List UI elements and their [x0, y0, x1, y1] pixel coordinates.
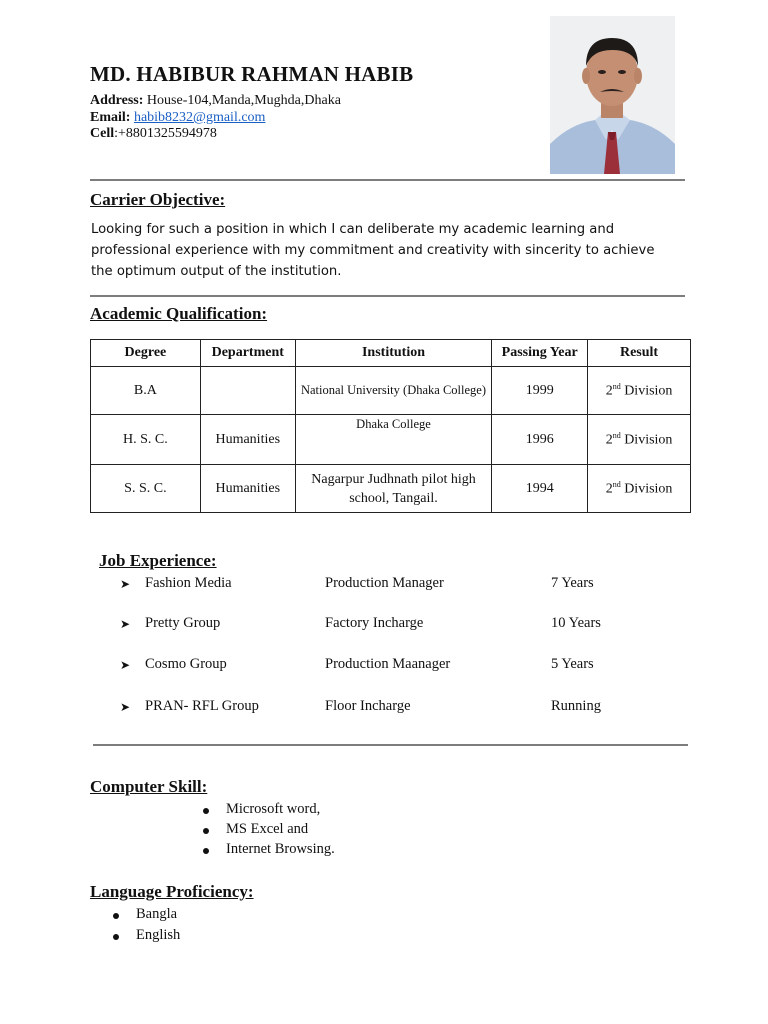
table-row [91, 415, 691, 465]
job-item [120, 698, 640, 718]
cell-label: Cell [90, 126, 115, 141]
institution-cell: Nagarpur Judhnath pilot high school, Tangail. [295, 465, 492, 513]
bullet-icon [113, 934, 119, 940]
job-item [120, 615, 640, 635]
job-position: Production Manager [325, 575, 444, 591]
cell-value: :+8801325594978 [114, 126, 217, 141]
address-value: House-104,Manda,Mughda,Dhaka [146, 93, 341, 108]
job-item [120, 656, 640, 676]
department-cell: Humanities [200, 465, 295, 513]
job-item [120, 575, 640, 595]
result-ordinal: nd [612, 479, 621, 489]
year-cell: 1994 [492, 465, 588, 513]
email-label: Email: [90, 110, 131, 125]
candidate-name: MD. HABIBUR RAHMAN HABIB [90, 62, 414, 86]
academic-heading: Academic Qualification: [90, 304, 268, 323]
job-company: Fashion Media [145, 575, 232, 591]
profile-photo [550, 16, 675, 174]
result-number: 2 [605, 481, 613, 497]
objective-heading: Carrier Objective: [90, 190, 226, 209]
address-label: Address: [90, 93, 144, 108]
computer-skill-heading: Computer Skill: [90, 777, 208, 796]
divider [90, 179, 685, 181]
job-heading: Job Experience: [99, 551, 217, 570]
email-line [90, 110, 265, 126]
result-cell [588, 415, 691, 465]
arrow-bullet-icon: ➤ [120, 577, 131, 591]
job-company: Cosmo Group [145, 656, 227, 672]
column-header-degree: Degree [91, 340, 201, 367]
column-header-department: Department [200, 340, 295, 367]
result-ordinal: nd [612, 381, 621, 391]
table-row [91, 367, 691, 415]
language-label: English [136, 927, 181, 943]
language-heading: Language Proficiency: [90, 882, 254, 901]
column-header-passing-year: Passing Year [492, 340, 588, 367]
job-duration: 5 Years [551, 656, 594, 672]
result-number: 2 [605, 383, 613, 399]
institution-cell: National University (Dhaka College) [295, 367, 492, 415]
language-label: Bangla [136, 906, 178, 922]
job-company: PRAN- RFL Group [145, 698, 259, 714]
divider [90, 295, 685, 297]
job-position: Floor Incharge [325, 698, 411, 714]
job-duration: 7 Years [551, 575, 594, 591]
result-ordinal: nd [612, 430, 621, 440]
degree-cell: H. S. C. [91, 415, 201, 465]
job-duration: Running [551, 698, 601, 714]
job-position: Factory Incharge [325, 615, 424, 631]
result-cell [588, 465, 691, 513]
email-link[interactable]: habib8232@gmail.com [133, 110, 266, 125]
bullet-icon [203, 848, 209, 854]
job-company: Pretty Group [145, 615, 221, 631]
table-row [91, 465, 691, 513]
department-cell: Humanities [200, 415, 295, 465]
result-text: Division [620, 432, 673, 448]
skill-label: Microsoft word, [226, 801, 321, 817]
year-cell: 1999 [492, 367, 588, 415]
column-header-result: Result [588, 340, 691, 367]
arrow-bullet-icon: ➤ [120, 658, 131, 672]
bullet-icon [203, 828, 209, 834]
result-text: Division [620, 383, 673, 399]
address-line [90, 93, 341, 109]
list-item [200, 801, 500, 821]
objective-text: Looking for such a position in which I can deliberate my academic learning and professional experience with my commitment and creativity with sincerity to achieve the optimum output of the institution. [91, 222, 655, 279]
institution-cell: Dhaka College [295, 415, 492, 465]
academic-table [90, 339, 691, 513]
column-header-institution: Institution [295, 340, 492, 367]
arrow-bullet-icon: ➤ [120, 700, 131, 714]
list-item [200, 821, 500, 841]
job-duration: 10 Years [551, 615, 601, 631]
divider [93, 744, 688, 746]
skill-label: MS Excel and [226, 821, 309, 837]
degree-cell: S. S. C. [91, 465, 201, 513]
result-cell [588, 367, 691, 415]
bullet-icon [113, 913, 119, 919]
bullet-icon [203, 808, 209, 814]
degree-cell: B.A [91, 367, 201, 415]
list-item [110, 906, 310, 926]
cell-line [90, 126, 217, 142]
result-number: 2 [605, 432, 613, 448]
job-position: Production Maanager [325, 656, 451, 672]
arrow-bullet-icon: ➤ [120, 617, 131, 631]
list-item [200, 841, 500, 861]
result-text: Division [620, 481, 673, 497]
table-header-row [91, 340, 691, 367]
list-item [110, 927, 310, 947]
department-cell [200, 367, 295, 415]
skill-label: Internet Browsing. [226, 841, 335, 857]
year-cell: 1996 [492, 415, 588, 465]
